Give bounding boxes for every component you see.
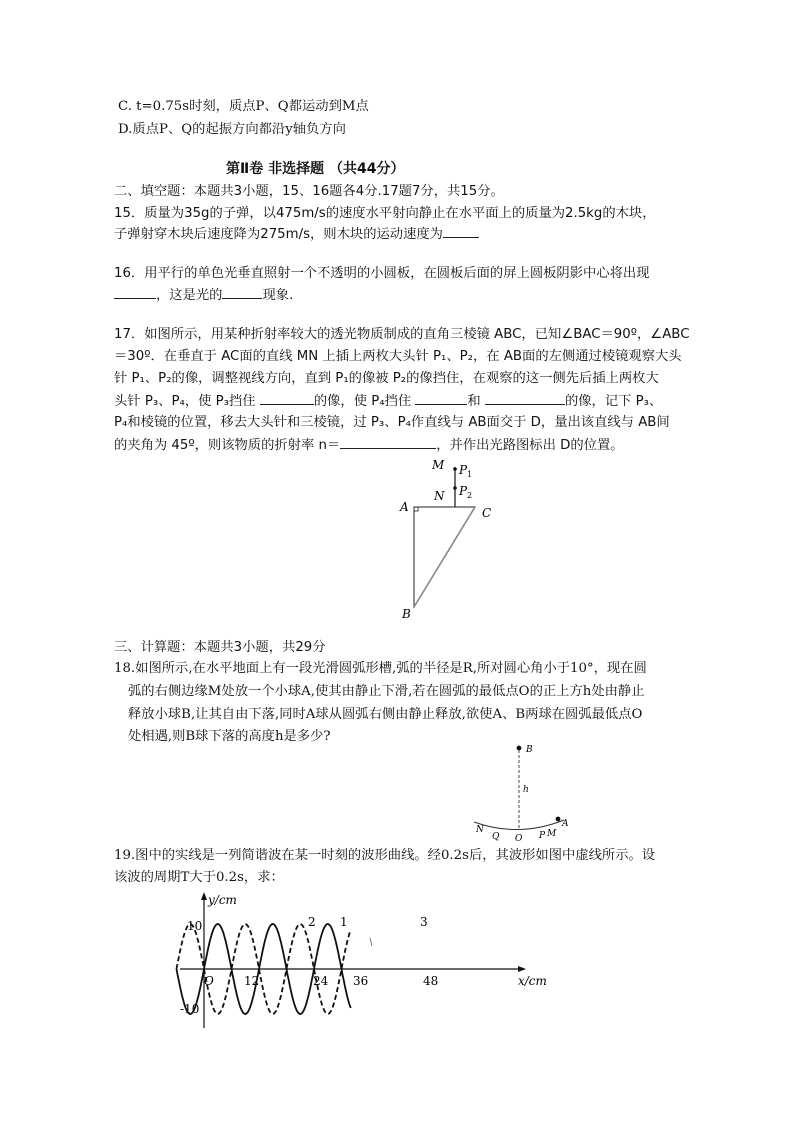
- q16-blank-2[interactable]: [222, 286, 262, 299]
- q17-blank-3[interactable]: [485, 392, 565, 405]
- label-p1: P: [459, 463, 468, 477]
- pin-p2: [453, 486, 457, 490]
- q19-line1: 19.图中的实线是一列简谐波在某一时刻的波形曲线。经0.2s后，其波形如图中虚线所示。设: [114, 848, 656, 863]
- q17-line4: [114, 392, 662, 411]
- label-m: M: [547, 829, 557, 839]
- q18-line3: 释放小球B,让其自由下落,同时A球从圆弧右侧由静止释放,欲使A、B两球在圆弧最低点O: [128, 707, 643, 722]
- label-b: B: [402, 607, 411, 621]
- peak-label-2: 2: [308, 915, 316, 929]
- q16-line1: 16．用平行的单色光垂直照射一个不透明的小圆板，在圆板后面的屏上圆板阴影中心将出现: [114, 266, 650, 281]
- stray-mark: [370, 938, 372, 946]
- x-tick-48: 48: [423, 974, 439, 988]
- q17-text-b: 的像，使 P₄挡住: [313, 394, 412, 409]
- x-tick-12: 12: [244, 974, 260, 988]
- option-c: C. t=0.75s时刻，质点P、Q都运动到M点: [118, 99, 369, 114]
- label-q: Q: [492, 832, 500, 842]
- q17-text-e: 的夹角为 45º，则该物质的折射率 n＝: [114, 438, 341, 453]
- q17-text-d: 的像，记下 P₃、: [564, 394, 663, 409]
- y-axis-label: y/cm: [208, 893, 237, 907]
- q18-line4: 处相遇,则B球下落的高度h是多少?: [128, 729, 331, 744]
- q18-line1: 18.如图所示,在水平地面上有一段光滑圆弧形槽,弧的半径是R,所对圆心角小于10°，现在圆: [114, 661, 647, 676]
- y-axis-arrow: [201, 892, 207, 900]
- label-o: O: [515, 834, 523, 844]
- y-tick-10: 10: [187, 919, 203, 933]
- q16-blank-1[interactable]: [114, 286, 156, 299]
- q17-text-a: 头针 P₃、P₄，使 P₃挡住: [114, 394, 256, 409]
- label-a: A: [562, 819, 569, 829]
- q19-line2: 该波的周期T大于0.2s，求：: [114, 870, 284, 885]
- x-tick-24: 24: [313, 974, 329, 988]
- q17-text-f: ，并作出光路图标出 D的位置。: [436, 438, 624, 453]
- q17-line2: ＝30º．在垂直于 AC面的直线 MN 上插上两枚大头针 P₁、P₂，在 AB面的左侧通过棱镜观察大头: [114, 349, 682, 364]
- q17-line5: P₄和棱镜的位置，移去大头针和三棱镜，过 P₃、P₄作直线与 AB面交于 D，量出该直线与 AB间: [114, 415, 670, 430]
- right-angle-mark: [414, 507, 418, 511]
- q17-blank-2[interactable]: [415, 392, 467, 405]
- x-tick-36: 36: [353, 974, 369, 988]
- q17-blank-n[interactable]: [340, 436, 436, 449]
- q17-text-c: 和: [467, 394, 481, 409]
- label-a: A: [400, 500, 409, 514]
- option-d: D.质点P、Q的起振方向都沿y轴负方向: [118, 122, 346, 137]
- label-p1-sub: 1: [467, 470, 473, 479]
- label-b: B: [526, 745, 533, 755]
- label-m: M: [432, 458, 445, 472]
- part2-title: 第Ⅱ卷 非选择题 （共44分）: [226, 161, 405, 177]
- peak-label-1: 1: [340, 915, 348, 929]
- origin-label: O: [204, 974, 214, 988]
- q16-line2: [114, 286, 293, 305]
- wave-figure: [140, 890, 550, 1035]
- label-n: N: [434, 489, 445, 503]
- ball-a: [556, 817, 561, 822]
- q15-line1: 15．质量为35g的子弹，以475m/s的速度水平射向静止在水平面上的质量为2.5kg的木块，: [114, 206, 656, 221]
- ball-b: [517, 746, 522, 751]
- pin-p1: [453, 467, 457, 471]
- label-p: P: [539, 831, 546, 841]
- prism-figure: [390, 455, 500, 625]
- prism-hypotenuse: [414, 507, 475, 607]
- calc-section-heading: 三、计算题：本题共3小题，共29分: [114, 640, 326, 655]
- arc-figure: [470, 740, 580, 845]
- q16-text-a: ，这是光的: [156, 288, 223, 303]
- q15-line2: [114, 225, 479, 244]
- q17-blank-1[interactable]: [260, 392, 314, 405]
- q17-line1: 17．如图所示，用某种折射率较大的透光物质制成的直角三棱镜 ABC，已知∠BAC＝90º，∠ABC: [114, 327, 690, 342]
- fill-section-heading: 二、填空题：本题共3小题，15、16题各4分.17题7分，共15分。: [114, 184, 504, 199]
- peak-label-3: 3: [420, 915, 428, 929]
- label-h: h: [523, 785, 529, 795]
- q18-line2: 弧的右侧边缘M处放一个小球A,使其由静止下滑,若在圆弧的最低点O的正上方h处由静止: [128, 684, 645, 699]
- label-p2: P: [459, 484, 468, 498]
- q16-text-b: 现象.: [262, 288, 294, 303]
- q15-text: 子弹射穿木块后速度降为275m/s，则木块的运动速度为: [114, 227, 443, 242]
- y-tick-neg10: -10: [180, 1002, 200, 1016]
- label-n: N: [476, 825, 484, 835]
- label-p2-sub: 2: [467, 491, 473, 500]
- label-c: C: [482, 506, 492, 520]
- q15-answer-blank[interactable]: [443, 225, 479, 238]
- q17-line3: 针 P₁、P₂的像，调整视线方向，直到 P₁的像被 P₂的像挡住，在观察的这一侧先后插上两枚大: [114, 371, 659, 386]
- x-axis-arrow: [518, 966, 526, 972]
- q17-line6: [114, 436, 624, 455]
- x-axis-label: x/cm: [518, 974, 547, 988]
